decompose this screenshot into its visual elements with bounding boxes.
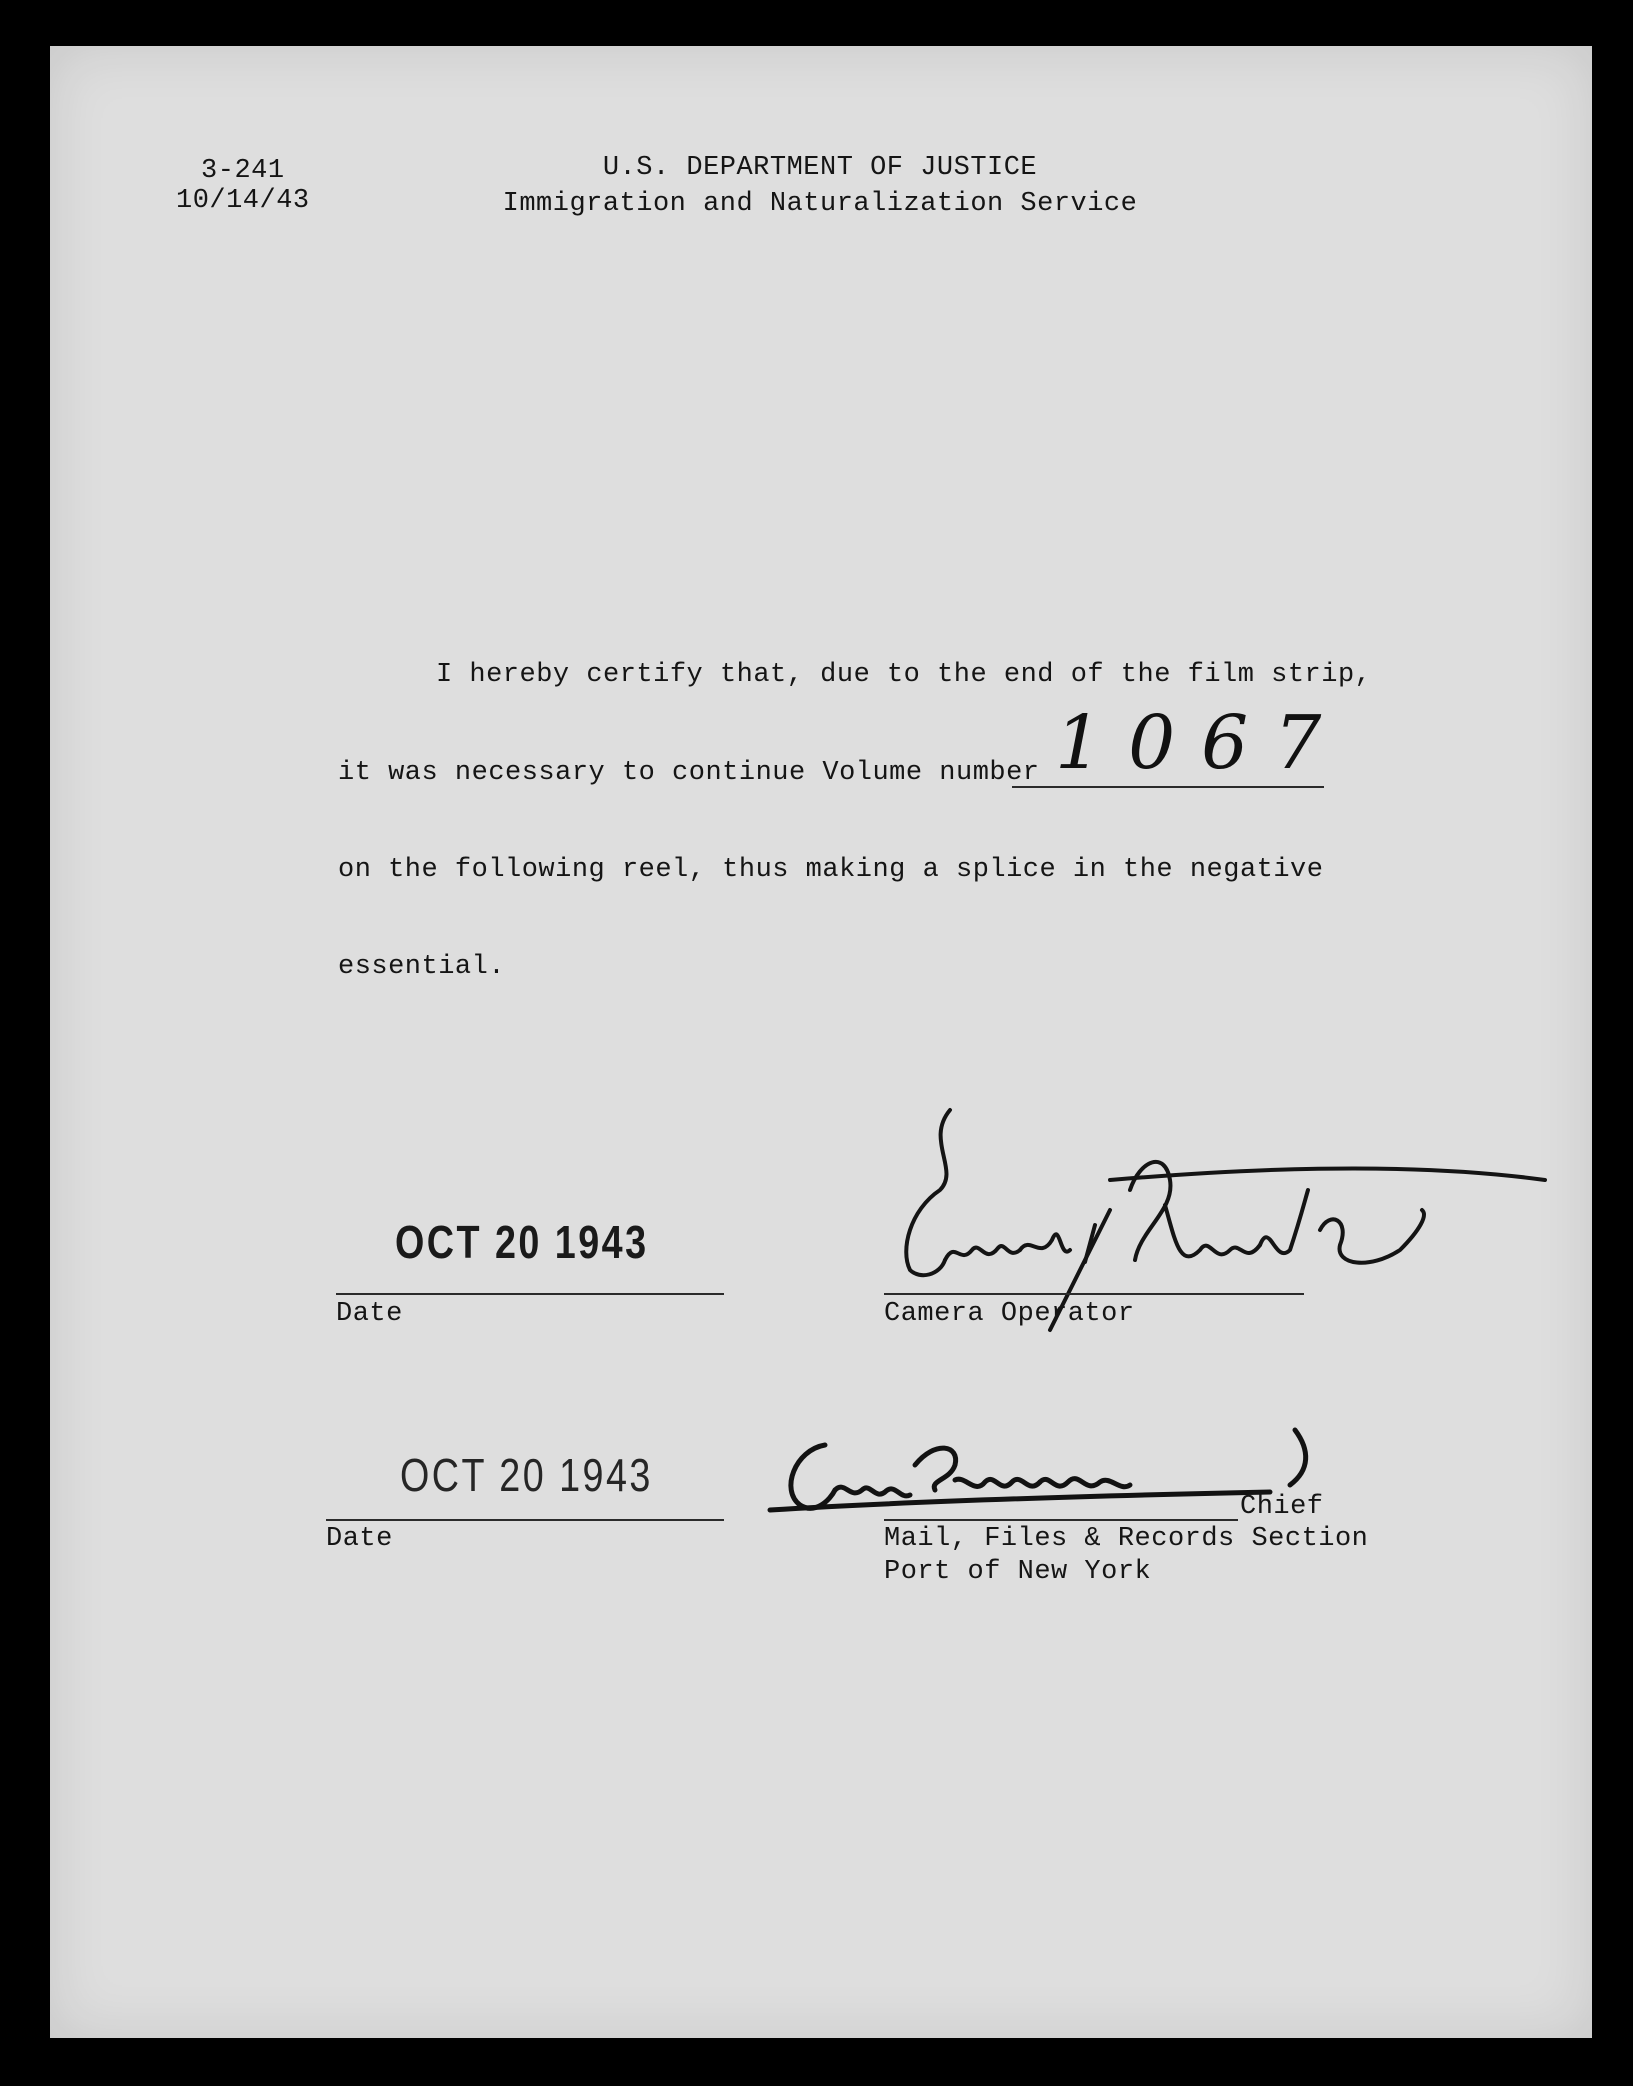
form-number: 3-241 [201,156,285,186]
date-stamp-2: OCT 20 1943 [400,1449,653,1501]
signature-line-1 [884,1293,1304,1295]
date-stamp-1: OCT 20 1943 [395,1216,649,1268]
form-number-block [176,156,310,216]
document-header [470,153,1170,219]
body-line-2: it was necessary to continue Volume number [338,758,1040,788]
chief-label: Chief [1240,1492,1324,1522]
body-line-3: on the following reel, thus making a splice in the negative [338,855,1324,885]
date-label-2: Date [326,1524,393,1554]
form-date: 10/14/43 [176,186,310,216]
camera-operator-signature [880,1100,1560,1380]
document-page [50,46,1592,2038]
volume-number-line [1012,786,1324,788]
signature-line-2 [884,1519,1238,1521]
date-label-1: Date [336,1299,403,1329]
department-name: U.S. DEPARTMENT OF JUSTICE [602,153,1038,183]
service-name: Immigration and Naturalization Service [502,189,1138,219]
section-name-label: Mail, Files & Records Section [884,1524,1369,1554]
body-line-4: essential. [338,952,506,982]
date-line-2 [326,1519,724,1521]
port-label: Port of New York [884,1557,1152,1587]
camera-operator-label: Camera Operator [884,1299,1135,1329]
volume-number-handwritten: 1067 [1055,700,1348,786]
date-line-1 [336,1293,724,1295]
body-line-1: I hereby certify that, due to the end of the film strip, [436,660,1372,690]
